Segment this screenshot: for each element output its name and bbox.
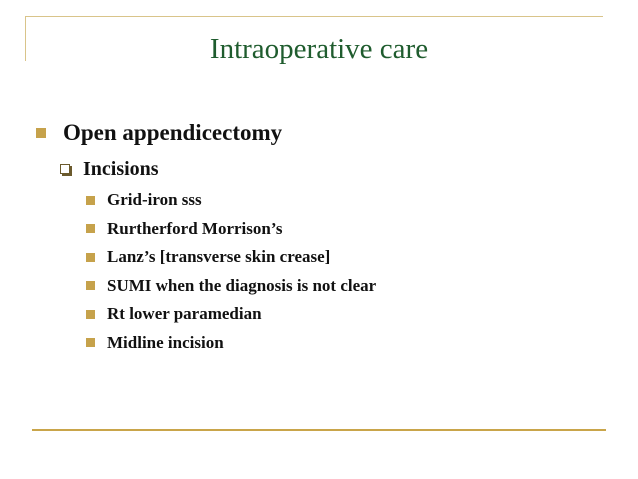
list-item-text: Midline incision [107, 332, 224, 352]
bottom-border-line [32, 429, 606, 431]
filled-square-bullet-icon [86, 338, 95, 347]
filled-square-bullet-icon [36, 128, 46, 138]
list-item [86, 215, 376, 244]
hollow-square-bullet-icon [60, 164, 70, 174]
list-item-text: Lanz’s [transverse skin crease] [107, 247, 331, 267]
list-item-text: SUMI when the diagnosis is not clear [107, 275, 377, 295]
list-item [86, 272, 376, 301]
slide-title: Intraoperative care [209, 33, 429, 65]
top-border-line [25, 16, 603, 17]
list-item-text: Grid-iron sss [107, 190, 202, 210]
filled-square-bullet-icon [86, 281, 95, 290]
list-item [86, 300, 376, 329]
list-item [86, 186, 376, 215]
bullet-level2 [60, 156, 159, 182]
list-item-text: Rt lower paramedian [107, 304, 262, 324]
filled-square-bullet-icon [86, 310, 95, 319]
bullet-level1-text: Open appendicectomy [63, 120, 283, 145]
filled-square-bullet-icon [86, 196, 95, 205]
bullet-level2-text: Incisions [83, 157, 159, 180]
bullet-level1 [36, 118, 282, 148]
list-item [86, 329, 376, 358]
list-item-text: Rurtherford Morrison’s [107, 218, 283, 238]
filled-square-bullet-icon [86, 253, 95, 262]
incision-list [86, 186, 376, 357]
list-item [86, 243, 376, 272]
filled-square-bullet-icon [86, 224, 95, 233]
